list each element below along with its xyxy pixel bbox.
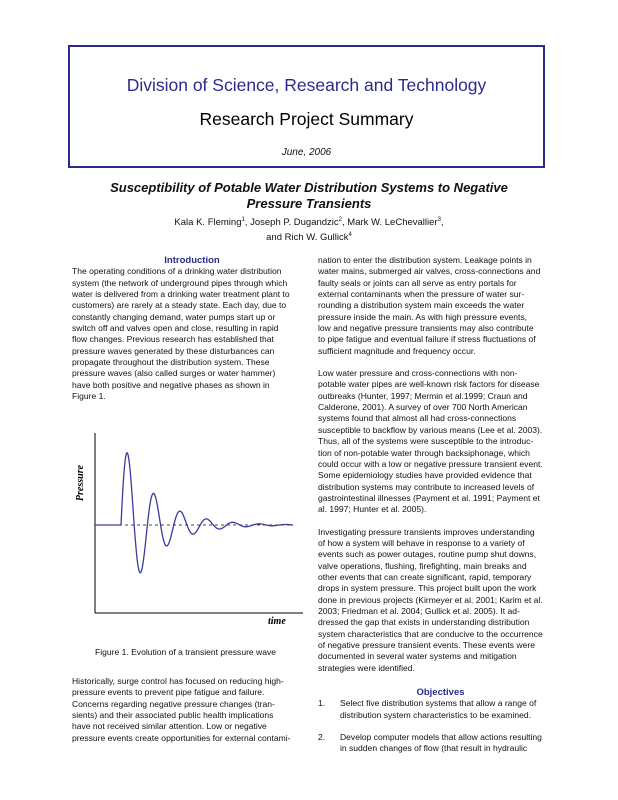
author-separator: ,: [440, 217, 444, 229]
intro-paragraph-1: The operating conditions of a drinking water distribution system (the network of underground pipes through which water is delivered from a drinking water treatment plant to customers) are rarely at a steady state. Each day, due to constantly changing demand, water pumps start up or switch off and valves open and close, resulting in rapid flow changes. Previous research has established that pressure waves generated by these disturbances can propagate throughout the distribution system. These pressure waves (also called surges or water hammer) have both positive and negative phases as shown in Figure 1.: [72, 266, 290, 402]
author-conjunction: and: [266, 232, 285, 244]
author-separator: ,: [244, 217, 251, 229]
author-line-2: [60, 229, 558, 244]
right-paragraph-3: Investigating pressure transients improves understanding of how a system will behave in response to a variety of events such as power outages, routine pump shut downs, valve operations, flushing, firefighting, main breaks and other events that can create significant, rapid, temporary drops in system pressure. This project built upon the work done in previous projects (Kirmeyer et al. 2001; Karim et al. 2003; Friedman et al. 2004; Gullick et al. 2005). It ad- dressed the gap that exists in understanding distribution system characteristics that are conducive to the occurrence of negative pressure transient events. These events were documented in several water systems and mitigation strategies were identified.: [318, 526, 543, 673]
intro-section: [72, 255, 312, 402]
right-paragraph-2: Low water pressure and cross-connections with non- potable water pipes are well-known risk factors for disease outbreaks (Hunter, 1997; Mermin et al.1999; Craun and Calderone, 2001). A survey of over 700 North American systems found that almost all had cross-connections susceptible to backflow by various means (Lee et al. 2003). Thus, all of the systems were susceptible to the introduc- tion of non-potable water through backsiphonage, which could occur with a low or negative pressure transient event. Some epidemiology studies have provided evidence that distribution systems may contribute to increased levels of gastrointestinal illnesses (Payment et al. 1991; Payment et al. 1997; Hunter et al. 2005).: [318, 368, 543, 515]
author-affiliation: 1: [241, 217, 245, 223]
right-column: [318, 255, 563, 755]
objectives-heading: Objectives: [416, 687, 465, 699]
author-affiliation: 2: [338, 217, 343, 223]
author-name: Joseph P. Dugandzic: [250, 217, 339, 229]
author-name: Kala K. Fleming: [174, 217, 242, 229]
figure-caption: Figure 1. Evolution of a transient pressure wave: [95, 647, 277, 657]
paper-title-line-2: Pressure Transients: [246, 196, 372, 211]
right-paragraph-1: nation to enter the distribution system. Leakage points in water mains, submerged air valves, cross-connections and faulty seals or joints can all serve as entry portals for external contaminants when the pressure of water sur- rounding a distribution system main exceeds the water pressure inside the main. As with high pressure events, low and negative pressure transients may also contribute to pipe fatigue and eventual failure if stress fluctuations of sufficient magnitude and frequency occur.: [318, 255, 541, 356]
objective-number: 1.: [318, 698, 326, 709]
objective-item: [318, 698, 563, 721]
summary-title: Research Project Summary: [199, 109, 414, 129]
paper-title: [60, 180, 558, 212]
author-line-1: [60, 214, 558, 229]
objective-text: Select five distribution systems that allow a range of distribution system characteristics to be examined.: [340, 698, 537, 720]
objective-text: Develop computer models that allow actions resulting in sudden changes of flow (that result in hydraulic: [340, 732, 542, 754]
publication-date: June, 2006: [281, 147, 332, 158]
author-name: Mark W. LeChevallier: [347, 217, 438, 229]
header-box: [68, 45, 545, 168]
objective-number: 2.: [318, 732, 326, 743]
author-separator: ,: [342, 217, 348, 229]
author-affiliation: 3: [437, 217, 441, 223]
intro-paragraph-2: Historically, surge control has focused on reducing high- pressure events to prevent pipe fatigue and failure. Concerns regarding negative pressure changes (tran- sients) and their associated public health implications have not received similar attention. Low or negative pressure events create opportunities for external contami-: [72, 676, 291, 743]
author-affiliation: 4: [348, 232, 352, 239]
y-axis-label: Pressure: [75, 464, 86, 502]
paper-title-line-1: Susceptibility of Potable Water Distribution Systems to Negative: [110, 180, 508, 195]
objectives-list: [318, 698, 563, 754]
figure-1: [73, 428, 305, 633]
x-axis-label: time: [268, 616, 286, 627]
division-title: Division of Science, Research and Technology: [126, 75, 487, 95]
intro-continued: [72, 676, 312, 744]
author-list: [60, 214, 558, 244]
pressure-wave: [95, 453, 293, 573]
author-name: Rich W. Gullick: [284, 232, 349, 244]
objective-item: [318, 732, 563, 755]
transient-wave-plot: [73, 428, 305, 633]
intro-heading: Introduction: [164, 255, 220, 266]
